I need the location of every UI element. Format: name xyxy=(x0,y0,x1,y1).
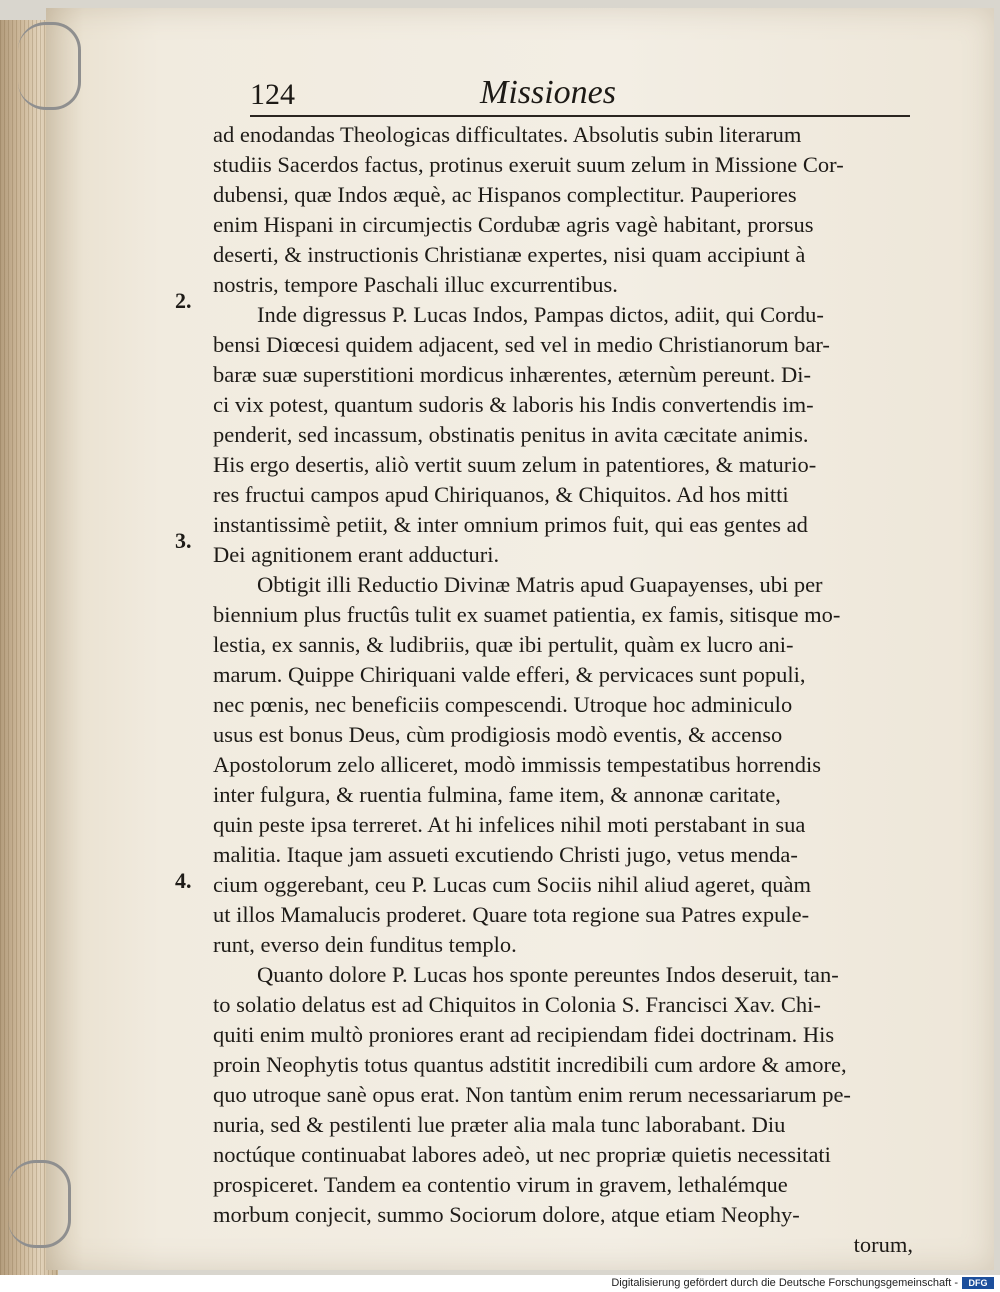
page-clip-top xyxy=(18,22,81,110)
text-line: to solatio delatus est ad Chiquitos in Colonia S. Francisci Xav. Chi- xyxy=(213,992,821,1017)
text-line: Dei agnitionem erant adducturi. xyxy=(213,542,500,567)
text-line: usus est bonus Deus, cùm prodigiosis modò eventis, & accenso xyxy=(213,722,783,747)
paragraph-number: 4. xyxy=(175,868,192,893)
text-line: prospiceret. Tandem ea contentio virum in gravem, lethalémque xyxy=(213,1172,788,1197)
text-line: Obtigit illi Reductio Divinæ Matris apud Guapayenses, ubi per xyxy=(257,572,823,597)
text-line: quin peste ipsa terreret. At hi infelices nihil moti perstabant in sua xyxy=(213,812,806,837)
text-line: inter fulgura, & ruentia fulmina, fame item, & annonæ caritate, xyxy=(213,782,781,807)
body-text xyxy=(175,120,913,1260)
text-line: ci vix potest, quantum sudoris & laboris his Indis convertendis im- xyxy=(213,392,814,417)
text-line: noctúque continuabat labores adeò, ut nec propriæ quietis necessitati xyxy=(213,1142,831,1167)
text-line: marum. Quippe Chiriquani valde efferi, & pervicaces sunt populi, xyxy=(213,662,806,687)
text-line: Quanto dolore P. Lucas hos sponte pereuntes Indos deseruit, tan- xyxy=(257,962,839,987)
text-line: quo utroque sanè opus erat. Non tantùm enim rerum necessariarum pe- xyxy=(213,1082,851,1107)
dfg-logo: DFG xyxy=(962,1277,994,1289)
text-line: cium oggerebant, ceu P. Lucas cum Sociis nihil aliud ageret, quàm xyxy=(213,872,811,897)
text-line: dubensi, quæ Indos æquè, ac Hispanos complectitur. Pauperiores xyxy=(213,182,797,207)
text-line: instantissimè petiit, & inter omnium primos fuit, qui eas gentes ad xyxy=(213,512,808,537)
text-line: res fructui campos apud Chiriquanos, & Chiquitos. Ad hos mitti xyxy=(213,482,789,507)
text-line: His ergo desertis, aliò vertit suum zelum in patentiores, & maturio- xyxy=(213,452,817,477)
text-line: Apostolorum zelo alliceret, modò immissis tempestatibus horrendis xyxy=(213,752,822,777)
header-rule xyxy=(250,115,910,117)
text-line: bensi Diœcesi quidem adjacent, sed vel in medio Christianorum bar- xyxy=(213,332,830,357)
text-line: ad enodandas Theologicas difficultates. Absolutis subin literarum xyxy=(213,122,802,147)
text-line: nostris, tempore Paschali illuc excurrentibus. xyxy=(213,272,618,297)
text-line: biennium plus fructûs tulit ex suamet patientia, ex famis, sitisque mo- xyxy=(213,602,841,627)
running-head: Missiones xyxy=(480,74,616,111)
text-line: studiis Sacerdos factus, protinus exeruit suum zelum in Missione Cor- xyxy=(213,152,844,177)
text-line: quiti enim multò proniores erant ad recipiendam fidei doctrinam. His xyxy=(213,1022,835,1047)
text-line: deserti, & instructionis Christianæ expertes, nisi quam accipiunt à xyxy=(213,242,806,267)
paragraph-number: 2. xyxy=(175,288,192,313)
page-number: 124 xyxy=(250,78,295,111)
footer-credit: Digitalisierung gefördert durch die Deutsche Forschungsgemeinschaft - xyxy=(611,1277,958,1289)
paragraph-number: 3. xyxy=(175,528,192,553)
text-line: torum, xyxy=(853,1232,913,1257)
text-line: Inde digressus P. Lucas Indos, Pampas dictos, adiit, qui Cordu- xyxy=(257,302,824,327)
text-line: malitia. Itaque jam assueti excutiendo Christi jugo, vetus menda- xyxy=(213,842,798,867)
text-line: baræ suæ superstitioni mordicus inhærentes, æternùm pereunt. Di- xyxy=(213,362,812,387)
text-line: morbum conjecit, summo Sociorum dolore, atque etiam Neophy- xyxy=(213,1202,800,1227)
text-line: nec pœnis, nec beneficiis compescendi. Utroque hoc adminiculo xyxy=(213,692,793,717)
text-line: lestia, ex sannis, & ludibriis, quæ ibi pertulit, quàm ex lucro ani- xyxy=(213,632,794,657)
text-line: nuria, sed & pestilenti lue præter alia mala tunc laborabant. Diu xyxy=(213,1112,786,1137)
page-header xyxy=(250,74,910,118)
text-line: proin Neophytis totus quantus adstitit incredibili cum ardore & amore, xyxy=(213,1052,847,1077)
text-line: runt, everso dein funditus templo. xyxy=(213,932,517,957)
page-clip-bottom xyxy=(8,1160,71,1248)
text-line: penderit, sed incassum, obstinatis penitus in avita cæcitate animis. xyxy=(213,422,809,447)
text-line: ut illos Mamalucis proderet. Quare tota regione sua Patres expule- xyxy=(213,902,810,927)
text-line: enim Hispani in circumjectis Cordubæ agris vagè habitant, prorsus xyxy=(213,212,814,237)
